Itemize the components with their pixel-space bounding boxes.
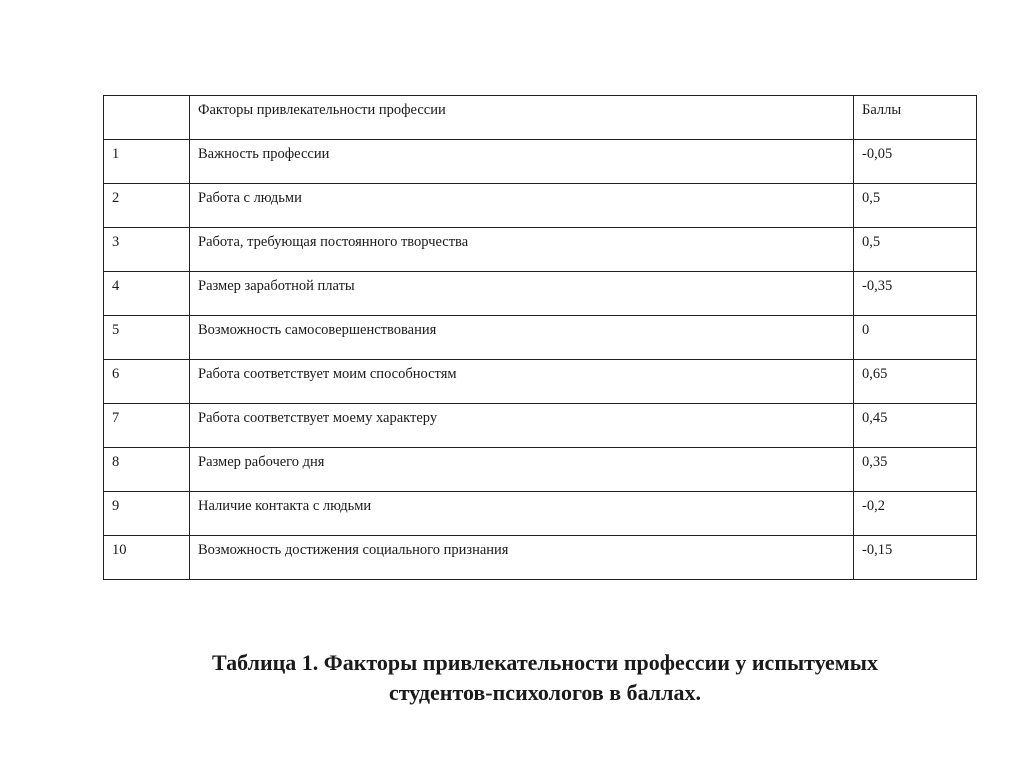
row-score-cell: -0,2	[854, 492, 977, 536]
header-num-cell	[104, 96, 190, 140]
table-row	[104, 492, 977, 536]
factors-table	[103, 95, 977, 580]
table-row	[104, 228, 977, 272]
table-row	[104, 316, 977, 360]
row-num-cell: 8	[104, 448, 190, 492]
row-factor-cell: Возможность самосовершенствования	[190, 316, 854, 360]
row-factor-cell: Работа соответствует моему характеру	[190, 404, 854, 448]
row-num-cell: 10	[104, 536, 190, 580]
table-row	[104, 140, 977, 184]
row-factor-cell: Работа с людьми	[190, 184, 854, 228]
caption-line-1: Таблица 1. Факторы привлекательности профессии у испытуемых	[212, 650, 878, 675]
table-header-row	[104, 96, 977, 140]
row-num-cell: 3	[104, 228, 190, 272]
table-row	[104, 184, 977, 228]
row-num-cell: 1	[104, 140, 190, 184]
row-score-cell: 0,5	[854, 228, 977, 272]
row-num-cell: 9	[104, 492, 190, 536]
table-row	[104, 536, 977, 580]
row-factor-cell: Возможность достижения социального признания	[190, 536, 854, 580]
row-num-cell: 7	[104, 404, 190, 448]
row-score-cell: -0,05	[854, 140, 977, 184]
row-num-cell: 4	[104, 272, 190, 316]
row-factor-cell: Наличие контакта с людьми	[190, 492, 854, 536]
row-factor-cell: Размер рабочего дня	[190, 448, 854, 492]
caption-line-2: студентов-психологов в баллах.	[388, 680, 701, 705]
row-score-cell: 0	[854, 316, 977, 360]
row-factor-cell: Размер заработной платы	[190, 272, 854, 316]
table-row	[104, 360, 977, 404]
row-score-cell: -0,15	[854, 536, 977, 580]
row-score-cell: 0,45	[854, 404, 977, 448]
row-num-cell: 2	[104, 184, 190, 228]
header-factor-cell: Факторы привлекательности профессии	[190, 96, 854, 140]
row-score-cell: 0,65	[854, 360, 977, 404]
table-row	[104, 272, 977, 316]
table-row	[104, 404, 977, 448]
row-score-cell: 0,5	[854, 184, 977, 228]
row-score-cell: -0,35	[854, 272, 977, 316]
row-num-cell: 6	[104, 360, 190, 404]
row-factor-cell: Работа соответствует моим способностям	[190, 360, 854, 404]
table-row	[104, 448, 977, 492]
row-num-cell: 5	[104, 316, 190, 360]
header-score-cell: Баллы	[854, 96, 977, 140]
row-score-cell: 0,35	[854, 448, 977, 492]
row-factor-cell: Работа, требующая постоянного творчества	[190, 228, 854, 272]
row-factor-cell: Важность профессии	[190, 140, 854, 184]
table-caption	[0, 648, 1024, 708]
